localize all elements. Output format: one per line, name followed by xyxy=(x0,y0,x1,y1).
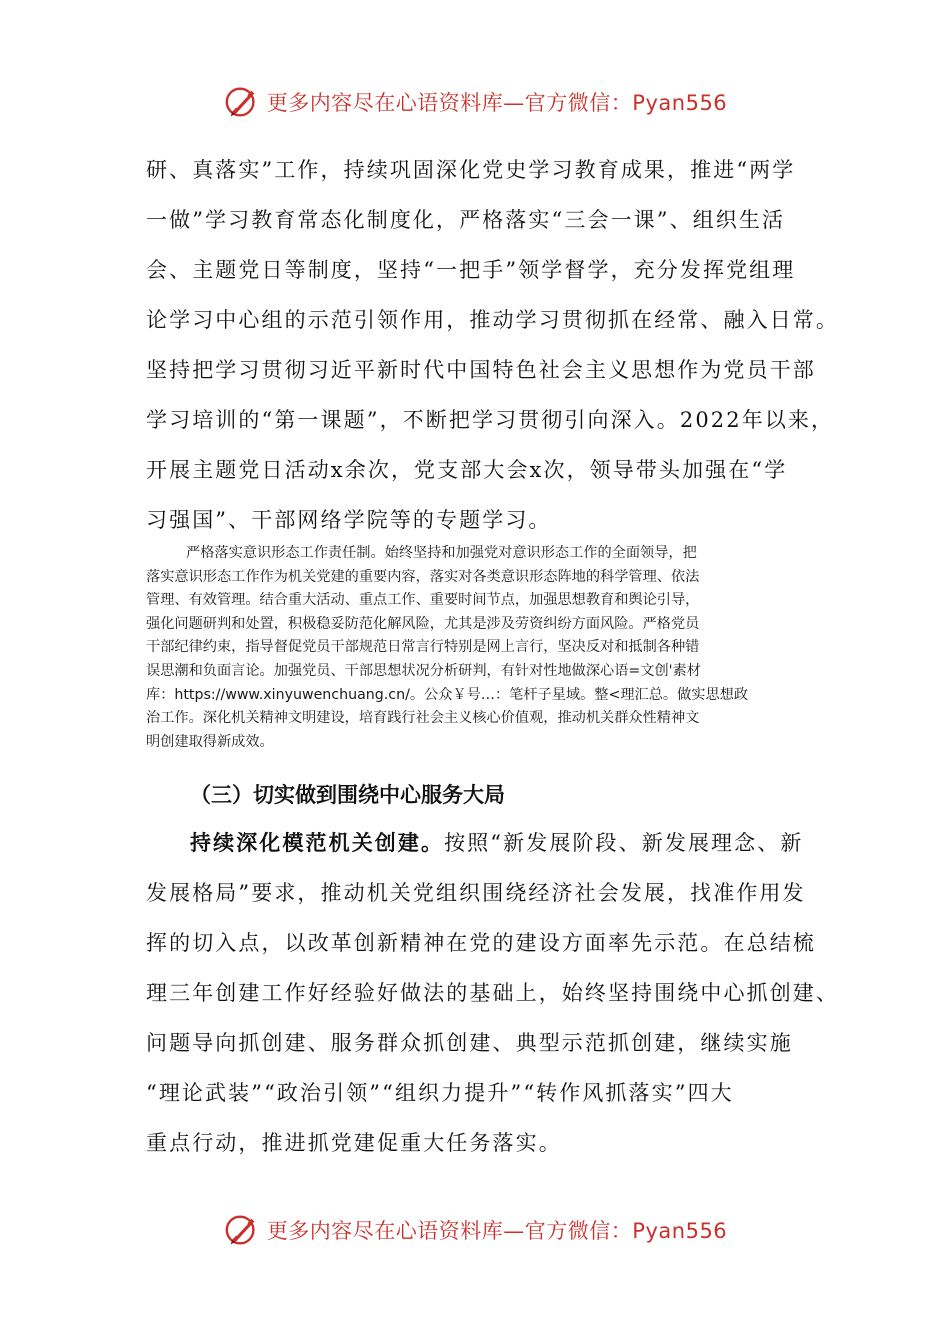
text-line: 重点行动，推进抓党建促重大任务落实。 xyxy=(146,1131,562,1155)
text-line: 学习培训的“第一课题”，不断把学习贯彻引向深入。2022年以来， xyxy=(146,408,835,432)
paragraph-ideology xyxy=(146,542,808,754)
text-line: 严格落实意识形态工作责任制。始终坚持和加强党对意识形态工作的全面领导，把 xyxy=(186,545,697,561)
bold-lead-text: 持续深化模范机关创建。 xyxy=(190,831,445,855)
text-line: “理论武装”“政治引领”“组织力提升”“转作风抓落实”四大 xyxy=(146,1081,734,1105)
text-line: 一做”学习教育常态化制度化，严格落实“三会一课”、组织生活 xyxy=(146,208,786,232)
text-line: 论学习中心组的示范引领作用，推动学习贯彻抓在经常、融入日常。 xyxy=(146,308,839,332)
text-line: 治工作。深化机关精神文明建设，培育践行社会主义核心价值观，推动机关群众性精神文 xyxy=(146,710,700,727)
text-line xyxy=(146,818,816,868)
text-line: 习强国”、干部网络学院等的专题学习。 xyxy=(146,508,552,532)
text-segment: 按照“新发展阶段、新发展理念、新 xyxy=(444,831,804,855)
text-line: 会、主题党日等制度，坚持“一把手”领学督学，充分发挥党组理 xyxy=(146,258,796,282)
text-line: 理三年创建工作好经验好做法的基础上，始终坚持围绕中心抓创建、 xyxy=(146,981,839,1005)
pen-logo-icon xyxy=(223,1211,261,1249)
text-line: 管理、有效管理。结合重大活动、重点工作、重要时间节点，加强思想教育和舆论引导， xyxy=(146,592,700,609)
paragraph-study xyxy=(146,145,839,545)
text-line: 库：https://www.xinyuwenchuang.cn/。公众￥号…：笔杆子星域。整<理汇总。做实思想政 xyxy=(146,686,749,703)
text-line: 坚持把学习贯彻习近平新时代中国特色社会主义思想作为党员干部 xyxy=(146,358,816,382)
text-line: 明创建取得新成效。 xyxy=(146,733,274,750)
paragraph-model-agency xyxy=(146,818,839,1168)
text-line: 干部纪律约束，指导督促党员干部规范日常言行特别是网上言行，坚决反对和抵制各种错 xyxy=(146,639,700,656)
section-heading: （三）切实做到围绕中心服务大局 xyxy=(190,783,505,807)
text-line: 落实意识形态工作作为机关党建的重要内容，落实对各类意识形态阵地的科学管理、依法 xyxy=(146,568,700,585)
header-banner xyxy=(0,82,950,122)
footer-banner-text: 更多内容尽在心语资料库—官方微信：Pyan556 xyxy=(266,1219,728,1243)
pen-logo-icon xyxy=(223,83,261,121)
text-line: 发展格局”要求，推动机关党组织围绕经济社会发展，找准作用发 xyxy=(146,881,806,905)
text-line: 研、真落实”工作，持续巩固深化党史学习教育成果，推进“两学 xyxy=(146,158,796,182)
text-line: 挥的切入点，以改革创新精神在党的建设方面率先示范。在总结梳 xyxy=(146,931,816,955)
text-line: 问题导向抓创建、服务群众抓创建、典型示范抓创建，继续实施 xyxy=(146,1031,793,1055)
text-line: 开展主题党日活动x余次，党支部大会x次，领导带头加强在“学 xyxy=(146,458,788,482)
header-banner-text: 更多内容尽在心语资料库—官方微信：Pyan556 xyxy=(266,91,728,115)
text-line: 强化问题研判和处置，积极稳妥防范化解风险，尤其是涉及劳资纠纷方面风险。严格党员 xyxy=(146,615,700,632)
footer-banner xyxy=(0,1210,950,1250)
text-line: 误思潮和负面言论。加强党员、干部思想状况分析研判，有针对性地做深心语=文创'素材 xyxy=(146,662,701,679)
